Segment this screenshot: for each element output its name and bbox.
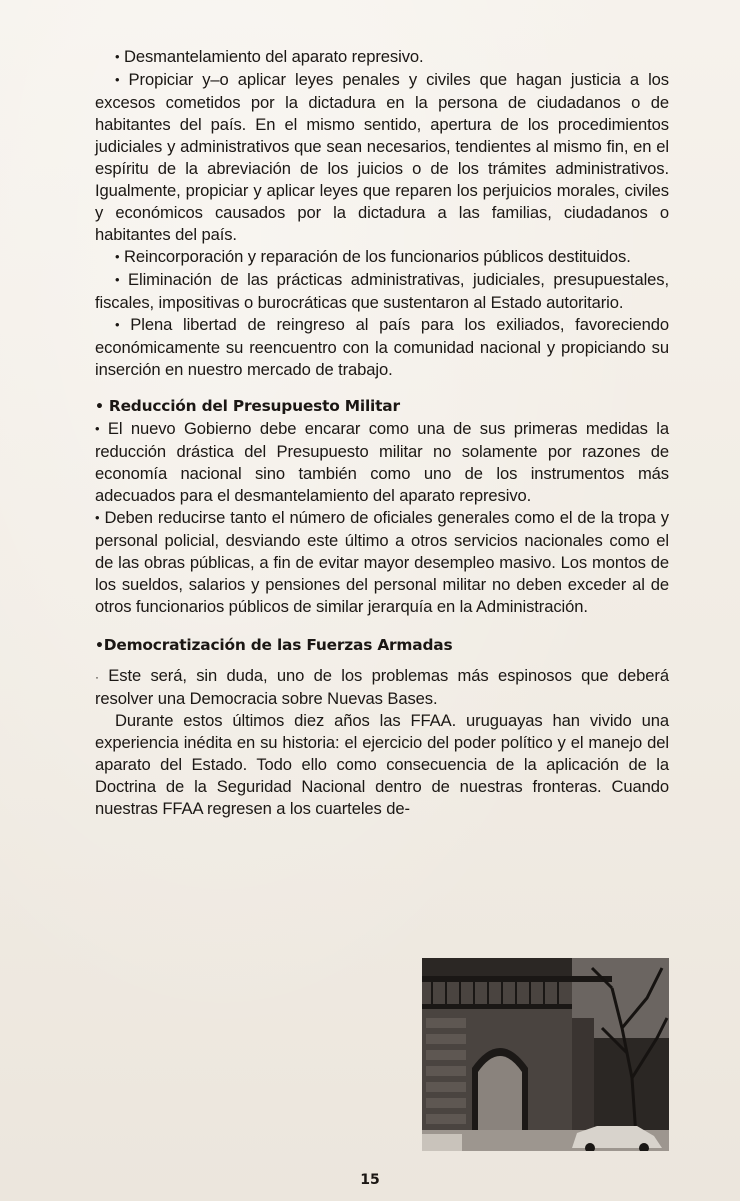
list-item <box>95 46 669 69</box>
main-text-column <box>95 46 669 820</box>
list-item <box>95 507 669 618</box>
heading-text: Democratización de las Fuerzas Armadas <box>103 636 453 654</box>
street-photo <box>422 958 669 1151</box>
section-heading-military-budget <box>95 395 669 418</box>
bullet-icon: • <box>95 638 104 654</box>
balcony-rail <box>422 976 612 982</box>
paragraph-text: Desmantelamiento del aparato represivo. <box>123 47 424 66</box>
paragraph <box>95 710 669 820</box>
list-item <box>95 314 669 381</box>
dot-mark-icon: · <box>95 670 99 684</box>
list-item <box>95 246 669 269</box>
paragraph <box>95 665 669 710</box>
paragraph-text: Este será, sin duda, uno de los problemas más espinosos que deberá resolver una Democracia sobre Nuevas Bases. <box>95 666 669 708</box>
section-heading-armed-forces <box>95 634 669 657</box>
paragraph-text: Durante estos últimos diez años las FFAA. uruguayas han vivido una experiencia inédita en su historia: el ejercicio del poder político y el manejo del aparato del Estado. Todo ello como consecuencia de la aplicación de la Doctrina de la Seguridad Nacional dentro de nuestras fronteras. Cuando nuestras FFAA regresen a los cuarteles de- <box>95 711 669 818</box>
paragraph-text: Deben reducirse tanto el número de oficiales generales como el de la tropa y personal policial, desviando este último a otros servicios nacionales como el de las obras públicas, a fin de evitar mayor desempleo masivo. Los montos de los sueldos, salarios y pensiones del personal militar no deben exceder al de otros funcionarios públicos de similar jerarquía en la Administración. <box>95 508 669 616</box>
balcony-base <box>422 1004 572 1009</box>
list-item <box>95 69 669 246</box>
heading-text: Reducción del Presupuesto Militar <box>108 397 400 415</box>
bullet-icon: • <box>95 510 100 525</box>
bullet-icon: • <box>115 72 120 87</box>
section-spacer <box>95 381 669 395</box>
list-item <box>95 418 669 507</box>
bullet-icon: • <box>95 399 104 415</box>
list-item <box>95 269 669 314</box>
bullet-icon: • <box>115 49 120 64</box>
bullet-icon: • <box>115 272 120 287</box>
sidewalk-light <box>422 1134 462 1151</box>
paragraph-text: Propiciar y–o aplicar leyes penales y civiles que hagan justicia a los excesos cometidos por la dictadura en la persona de ciudadanos o de habitantes del país. En el mismo sentido, apertura de los procedimientos judiciales y administrativos que sean necesarios, tendientes al mismo fin, en el espíritu de la abreviación de los juicios o de los trámites administrativos. Igualmente, propiciar y aplicar leyes que reparen los perjuicios morales, civiles y económicos causados por la dictadura a las familias, ciudadanos o habitantes del país. <box>95 70 669 244</box>
bullet-icon: • <box>115 249 120 264</box>
page-number: 15 <box>360 1172 380 1188</box>
street-scene-illustration <box>422 958 669 1151</box>
paragraph-text: Reincorporación y reparación de los funcionarios públicos destituidos. <box>123 247 631 266</box>
paragraph-text: Plena libertad de reingreso al país para los exiliados, favoreciendo económicamente su reencuentro con la comunidad nacional y propiciando su inserción en nuestro mercado de trabajo. <box>95 315 670 379</box>
bullet-icon: • <box>95 421 100 436</box>
section-spacer <box>95 657 669 665</box>
paragraph-text: Eliminación de las prácticas administrativas, judiciales, presupuestales, fiscales, impositivas o burocráticas que sustentaron al Estado autoritario. <box>95 270 669 312</box>
section-spacer <box>95 618 669 634</box>
paragraph-text: El nuevo Gobierno debe encarar como una de sus primeras medidas la reducción drástica del Presupuesto militar no solamente por razones de economía nacional sino también como uno de los instrumentos más adecuados para el desmantelamiento del aparato represivo. <box>95 419 670 505</box>
bullet-icon: • <box>115 317 120 332</box>
